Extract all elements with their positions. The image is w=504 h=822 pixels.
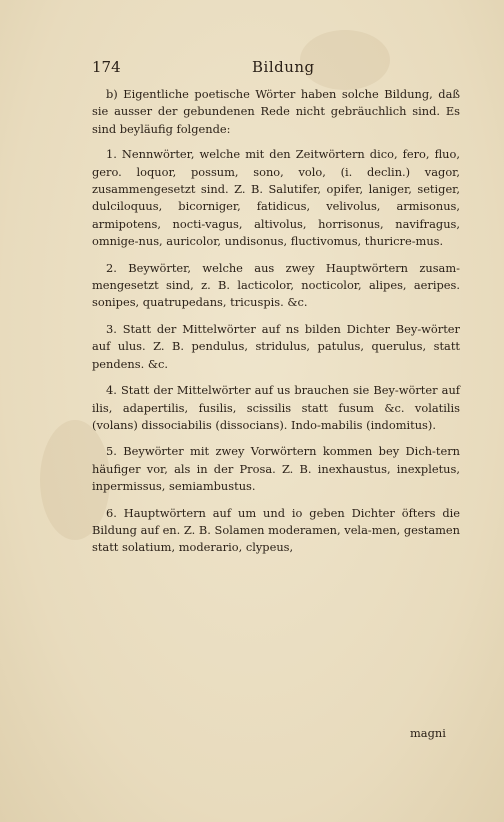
list-item-3: 3. Statt der Mittelwörter auf ns bilden Dichter Bey-wörter auf ulus. Z. B. pendulus, stridulus, patulus, querulus, statt pendens. &c. <box>92 321 460 371</box>
list-item-1: 1. Nennwörter, welche mit den Zeitwörtern dico, fero, fluo, gero. loquor, possum, sono, volo, (i. declin.) vagor, zusammengesetzt sind. Z. B. Salutifer, opifer, laniger, setiger, dulciloquus, bicorniger, fatidicus, velivolus, armisonus, armipotens, nocti-vagus, altivolus, horrisonus, navifragus, omnige-nus, auricolor, undisonus, fluctivomus, thuricre-mus. <box>92 147 460 249</box>
running-head: Bildung <box>252 58 315 76</box>
intro-paragraph: b) Eigentliche poetische Wörter haben solche Bildung, daß sie ausser der gebundenen Rede nicht gebräuchlich sind. Es sind beyläufig folgende: <box>92 87 460 136</box>
list-item-6: 6. Hauptwörtern auf um und io geben Dichter öfters die Bildung auf en. Z. B. Solamen moderamen, vela-men, gestamen statt solatium, moderario, clypeus, <box>92 505 460 555</box>
page-body <box>92 86 460 566</box>
catchword: magni <box>410 726 446 740</box>
list-item-5: 5. Beywörter mit zwey Vorwörtern kommen bey Dich-tern häufiger vor, als in der Prosa. Z. B. inexhaustus, inexpletus, inpermissus, semiambustus. <box>92 444 460 494</box>
page-number: 174 <box>92 58 121 76</box>
list-item-4: 4. Statt der Mittelwörter auf us brauchen sie Bey-wörter auf ilis, adapertilis, fusilis, scissilis statt fusum &c. volatilis (volans) dissociabilis (dissocians). Indo-mabilis (indomitus). <box>92 383 460 432</box>
list-item-2: 2. Beywörter, welche aus zwey Hauptwörtern zusam-mengesetzt sind, z. B. lacticolor, nocticolor, alipes, aeripes. sonipes, quatrupedans, tricuspis. &c. <box>92 260 460 310</box>
